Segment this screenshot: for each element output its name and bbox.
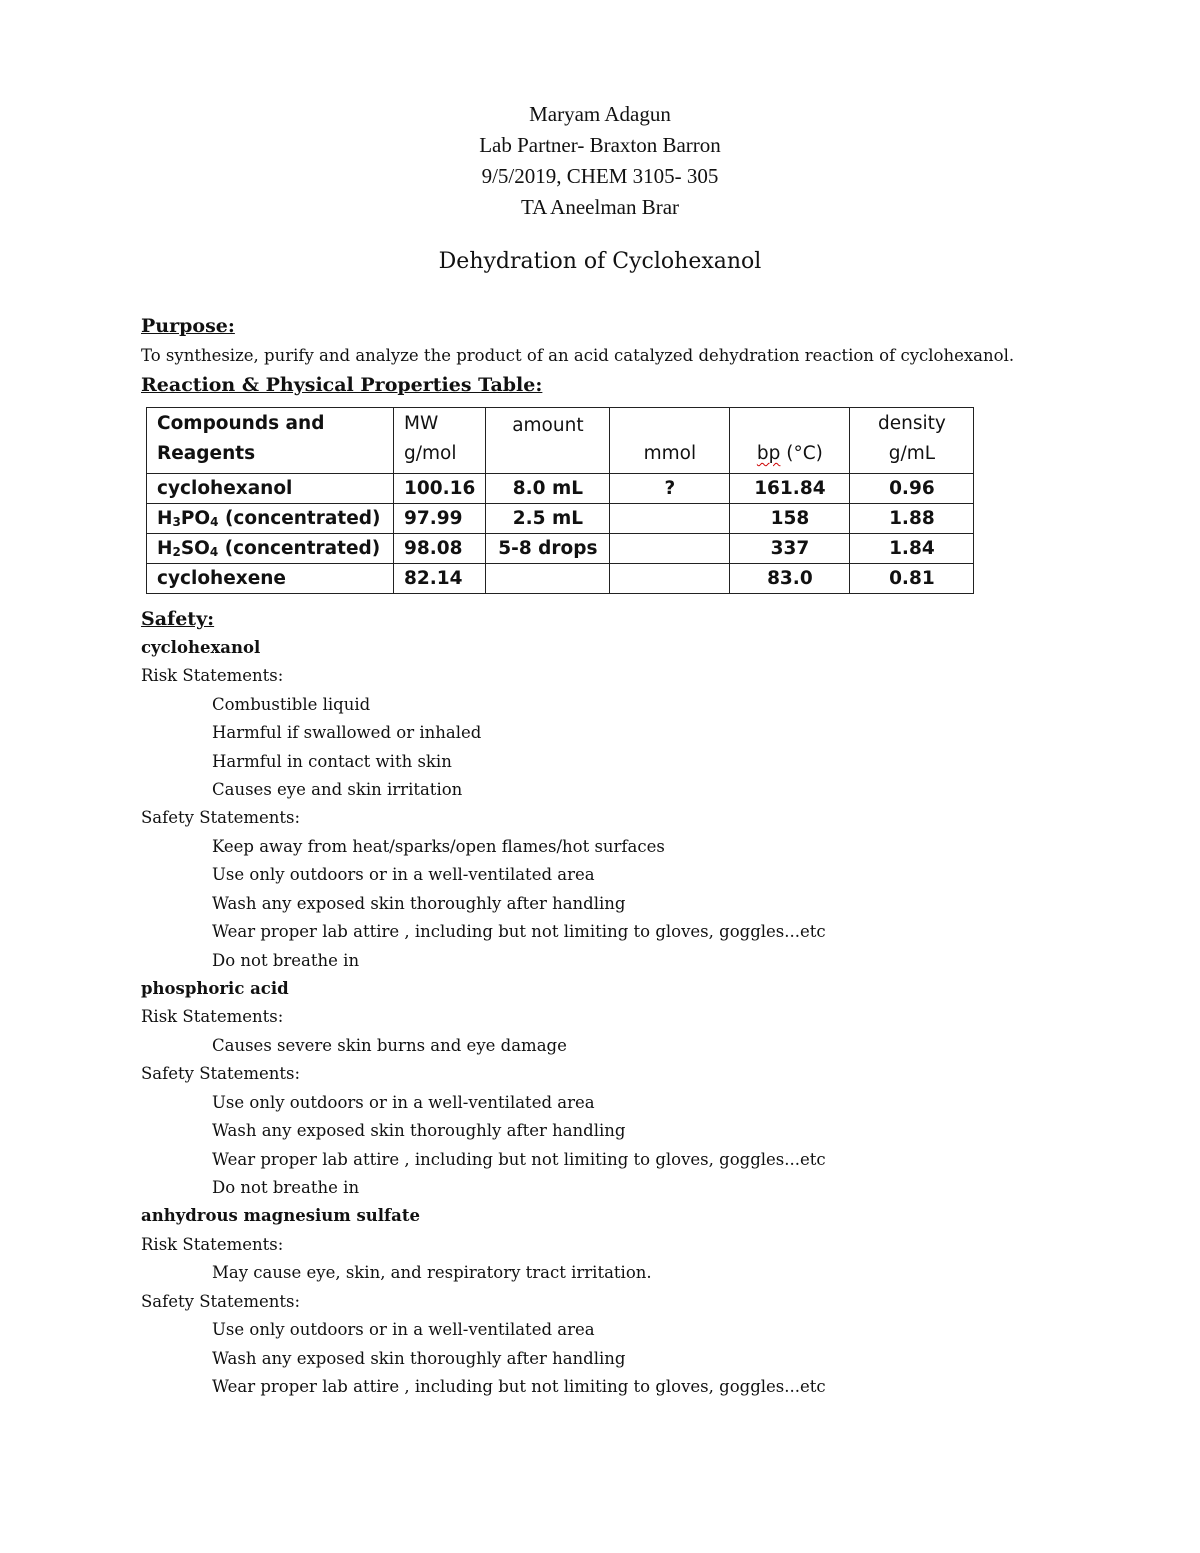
cell-mw: 100.16 [394, 474, 486, 504]
risk-statements-label: Risk Statements: [141, 1235, 284, 1254]
table-row [147, 564, 974, 594]
cell-mmol [610, 534, 730, 564]
safety-item: Use only outdoors or in a well-ventilated area [212, 1093, 595, 1112]
cell-amount: 8.0 mL [486, 474, 610, 504]
purpose-text: To synthesize, purify and analyze the product of an acid catalyzed dehydration reaction of cyclohexanol. [141, 346, 1015, 365]
safety-heading: Safety: [141, 608, 215, 630]
safety-item: Do not breathe in [212, 1178, 360, 1197]
cell-mmol [610, 504, 730, 534]
header-bp: bp (°C) [730, 408, 850, 474]
cell-compound: cyclohexanol [147, 474, 394, 504]
cell-mw: 82.14 [394, 564, 486, 594]
safety-compound-name: phosphoric acid [141, 979, 289, 998]
table-heading: Reaction & Physical Properties Table: [141, 374, 543, 396]
risk-statements-label: Risk Statements: [141, 1007, 284, 1026]
safety-compound-name: anhydrous magnesium sulfate [141, 1206, 420, 1225]
header-mmol: mmol [610, 408, 730, 474]
risk-item: Combustible liquid [212, 695, 371, 714]
safety-item: Wash any exposed skin thoroughly after handling [212, 894, 626, 913]
header-mw: MW g/mol [394, 408, 486, 474]
cell-compound: H2SO4 (concentrated) [147, 534, 394, 564]
safety-statements-label: Safety Statements: [141, 1292, 301, 1311]
safety-compound-name: cyclohexanol [141, 638, 261, 657]
cell-amount: 5-8 drops [486, 534, 610, 564]
safety-item: Wear proper lab attire , including but not limiting to gloves, goggles...etc [212, 1377, 826, 1396]
safety-statements-label: Safety Statements: [141, 1064, 301, 1083]
safety-statements-label: Safety Statements: [141, 808, 301, 827]
safety-item: Wear proper lab attire , including but not limiting to gloves, goggles...etc [212, 1150, 826, 1169]
purpose-heading: Purpose: [141, 315, 235, 337]
table-header-row [147, 408, 974, 474]
cell-amount [486, 564, 610, 594]
cell-bp: 337 [730, 534, 850, 564]
safety-item: Wear proper lab attire , including but not limiting to gloves, goggles...etc [212, 922, 826, 941]
cell-density: 0.96 [850, 474, 974, 504]
cell-compound: cyclohexene [147, 564, 394, 594]
lab-partner: Lab Partner- Braxton Barron [479, 133, 721, 157]
risk-item: Causes severe skin burns and eye damage [212, 1036, 567, 1055]
properties-table [146, 407, 974, 594]
safety-item: Use only outdoors or in a well-ventilated area [212, 865, 595, 884]
risk-statements-label: Risk Statements: [141, 666, 284, 685]
header-compounds: Compounds and Reagents [147, 408, 394, 474]
cell-density: 0.81 [850, 564, 974, 594]
cell-mw: 97.99 [394, 504, 486, 534]
cell-mw: 98.08 [394, 534, 486, 564]
cell-density: 1.88 [850, 504, 974, 534]
date-course: 9/5/2019, CHEM 3105- 305 [481, 164, 719, 188]
table-row [147, 474, 974, 504]
cell-bp: 161.84 [730, 474, 850, 504]
risk-item: Harmful in contact with skin [212, 752, 452, 771]
safety-item: Wash any exposed skin thoroughly after handling [212, 1121, 626, 1140]
author-name: Maryam Adagun [529, 102, 671, 126]
cell-mmol [610, 564, 730, 594]
teaching-assistant: TA Aneelman Brar [520, 195, 680, 219]
cell-bp: 83.0 [730, 564, 850, 594]
header-density: density g/mL [850, 408, 974, 474]
document-title: Dehydration of Cyclohexanol [438, 249, 762, 274]
cell-mmol: ? [610, 474, 730, 504]
risk-item: Causes eye and skin irritation [212, 780, 463, 799]
cell-density: 1.84 [850, 534, 974, 564]
safety-item: Keep away from heat/sparks/open flames/hot surfaces [212, 837, 665, 856]
cell-amount: 2.5 mL [486, 504, 610, 534]
table-row [147, 534, 974, 564]
risk-item: May cause eye, skin, and respiratory tract irritation. [212, 1263, 652, 1282]
safety-item: Wash any exposed skin thoroughly after handling [212, 1349, 626, 1368]
safety-item: Do not breathe in [212, 951, 360, 970]
safety-item: Use only outdoors or in a well-ventilated area [212, 1320, 595, 1339]
cell-compound: H3PO4 (concentrated) [147, 504, 394, 534]
cell-bp: 158 [730, 504, 850, 534]
risk-item: Harmful if swallowed or inhaled [212, 723, 482, 742]
table-row [147, 504, 974, 534]
header-amount: amount [486, 408, 610, 474]
